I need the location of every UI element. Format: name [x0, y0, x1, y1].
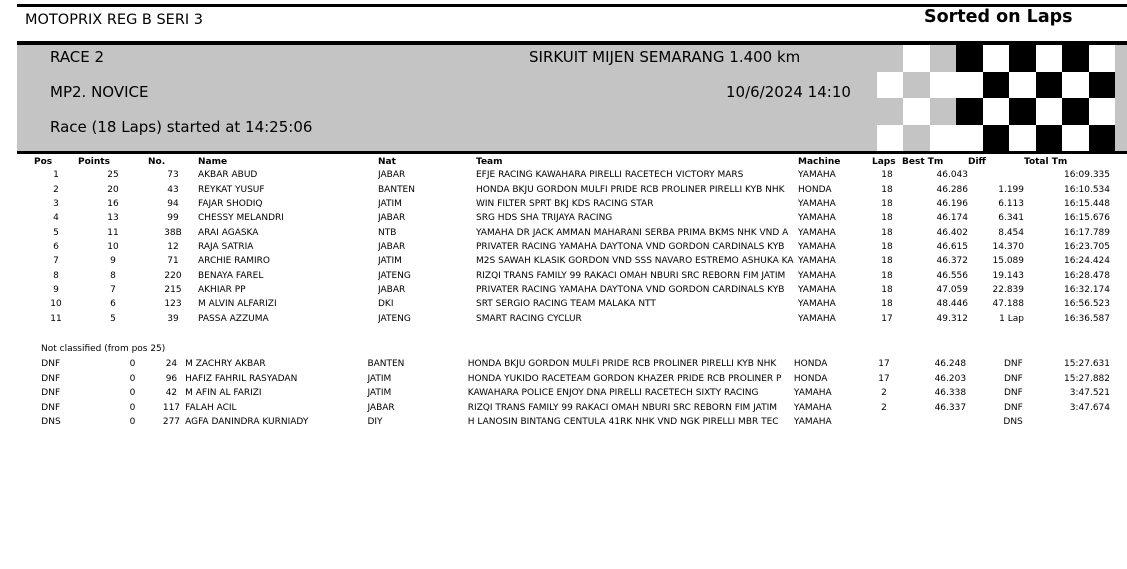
- cell-diff: 6.113: [998, 198, 1024, 209]
- cell-points: 9: [110, 256, 116, 267]
- flag-square: [771, 98, 798, 125]
- flag-square: [1089, 98, 1116, 125]
- cell-team: EFJE RACING KAWAHARA PIRELLI RACETECH VICTORY MARS: [476, 170, 744, 181]
- cell-laps: 17: [878, 373, 890, 384]
- cell-total: 16:32.174: [1064, 284, 1110, 295]
- not-classified-row: [17, 357, 1110, 372]
- cell-spacer: [17, 386, 41, 401]
- cell-nat: JATIM: [367, 373, 392, 384]
- cell-diff: 1 Lap: [999, 313, 1024, 324]
- cell-machine: HONDA: [793, 359, 828, 370]
- datetime-label: 10/6/2024 14:10: [726, 83, 851, 101]
- cell-no: 71: [167, 256, 179, 267]
- cell-name: AKBAR ABUD: [198, 170, 258, 181]
- cell-name: RAJA SATRIA: [198, 241, 254, 252]
- flag-square: [1062, 72, 1089, 99]
- not-classified-row: [17, 372, 1110, 387]
- cell-no: 123: [164, 299, 182, 310]
- cell-spacer: [17, 415, 41, 430]
- result-row: [17, 268, 1110, 282]
- cell-spacer: [17, 168, 34, 182]
- cell-no: 94: [167, 198, 179, 209]
- flag-square: [850, 125, 877, 152]
- cell-points: 16: [107, 198, 119, 209]
- cell-diff: 19.143: [992, 270, 1024, 281]
- cell-laps: 18: [881, 227, 893, 238]
- cell-diff: DNF: [1003, 373, 1023, 384]
- cell-nat: BANTEN: [367, 359, 405, 370]
- cell-team: KAWAHARA POLICE ENJOY DNA PIRELLI RACETECH SIXTY RACING: [467, 388, 759, 399]
- cell-total: 16:28.478: [1064, 270, 1110, 281]
- results-header-row: [17, 155, 1110, 168]
- cell-no: 117: [162, 402, 181, 413]
- cell-total: 3:47.674: [1069, 402, 1110, 413]
- cell-diff: 14.370: [992, 241, 1024, 252]
- cell-spacer: [17, 357, 41, 372]
- cell-nat: BANTEN: [378, 184, 415, 195]
- cell-laps: 2: [881, 388, 887, 399]
- cell-pos: 6: [53, 241, 59, 252]
- cell-no: 38B: [164, 227, 182, 238]
- cell-nat: JATENG: [378, 270, 411, 281]
- cell-points: 11: [107, 227, 119, 238]
- cell-diff: [968, 168, 1024, 182]
- cell-team: SRG HDS SHA TRIJAYA RACING: [476, 213, 613, 224]
- cell-machine: YAMAHA: [798, 256, 836, 267]
- flag-square: [956, 98, 983, 125]
- cell-nat: DIY: [367, 417, 383, 428]
- cell-laps: 18: [881, 213, 893, 224]
- cell-best: 46.337: [934, 402, 967, 413]
- cell-laps: 18: [881, 170, 893, 181]
- cell-spacer: [17, 182, 34, 196]
- cell-best: 46.615: [936, 241, 968, 252]
- cell-nat: JABAR: [378, 284, 406, 295]
- cell-team: PRIVATER RACING YAMAHA DAYTONA VND GORDON CARDINALS KYB: [476, 241, 785, 252]
- cell-diff: 8.454: [998, 227, 1024, 238]
- flag-square: [824, 45, 851, 72]
- cell-machine: YAMAHA: [793, 402, 832, 413]
- circuit-label: SIRKUIT MIJEN SEMARANG 1.400 km: [529, 48, 801, 66]
- cell-diff: 6.341: [998, 213, 1024, 224]
- cell-laps: 18: [881, 184, 893, 195]
- flag-square: [956, 45, 983, 72]
- not-classified-row: [17, 401, 1110, 416]
- cell-pos: 9: [53, 284, 59, 295]
- flag-square: [1036, 125, 1063, 152]
- cell-diff: 1.199: [998, 184, 1024, 195]
- cell-spacer: [17, 225, 34, 239]
- cell-team: H LANOSIN BINTANG CENTULA 41RK NHK VND NGK PIRELLI MBR TEC: [467, 417, 779, 428]
- cell-team: YAMAHA DR JACK AMMAN MAHARANI SERBA PRIMA BKMS NHK VND A: [476, 227, 789, 238]
- result-row: [17, 182, 1110, 196]
- cell-machine: YAMAHA: [798, 170, 836, 181]
- cell-points: 25: [107, 170, 119, 181]
- cell-machine: HONDA: [793, 373, 828, 384]
- cell-no: 220: [164, 270, 182, 281]
- cell-total: 16:09.335: [1064, 170, 1110, 181]
- cell-name: AKHIAR PP: [198, 284, 246, 295]
- result-row: [17, 197, 1110, 211]
- flag-square: [1089, 72, 1116, 99]
- cell-pos: 5: [53, 227, 59, 238]
- cell-team: SMART RACING CYCLUR: [476, 313, 582, 324]
- cell-best: 46.556: [936, 270, 968, 281]
- cell-pos: 11: [50, 313, 62, 324]
- flag-square: [983, 98, 1010, 125]
- cell-nat: NTB: [378, 227, 397, 238]
- col-name: Name: [198, 156, 228, 167]
- result-row: [17, 240, 1110, 254]
- cell-laps: 18: [881, 299, 893, 310]
- cell-machine: YAMAHA: [793, 388, 832, 399]
- cell-pos: 7: [53, 256, 59, 267]
- cell-laps: 18: [881, 270, 893, 281]
- flag-square: [930, 45, 957, 72]
- cell-nat: JATIM: [378, 198, 402, 209]
- cell-points: 20: [107, 184, 119, 195]
- cell-laps: 17: [878, 359, 890, 370]
- cell-spacer: [17, 268, 34, 282]
- cell-laps: 18: [881, 256, 893, 267]
- flag-square: [1009, 98, 1036, 125]
- cell-no: 215: [164, 284, 182, 295]
- cell-best: 46.174: [936, 213, 968, 224]
- cell-points: 0: [129, 373, 136, 384]
- cell-spacer: [17, 311, 34, 325]
- cell-best: 48.446: [936, 299, 968, 310]
- flag-square: [1009, 45, 1036, 72]
- cell-laps: 18: [881, 241, 893, 252]
- cell-team: HONDA BKJU GORDON MULFI PRIDE RCB PROLINER PIRELLI KYB NHK: [467, 359, 777, 370]
- cell-name: AGFA DANINDRA KURNIADY: [185, 417, 309, 428]
- flag-square: [903, 72, 930, 99]
- flag-square: [877, 98, 904, 125]
- cell-nat: JABAR: [378, 213, 406, 224]
- flag-square: [1009, 125, 1036, 152]
- cell-name: BENAYA FAREL: [198, 270, 264, 281]
- cell-best: 46.286: [936, 184, 968, 195]
- flag-square: [771, 125, 798, 152]
- cell-spacer: [17, 283, 34, 297]
- flag-square: [877, 125, 904, 152]
- cell-team: HONDA BKJU GORDON MULFI PRIDE RCB PROLINER PIRELLI KYB NHK: [476, 184, 785, 195]
- flag-square: [797, 125, 824, 152]
- sort-label: Sorted on Laps: [924, 7, 1073, 27]
- cell-no: 42: [165, 388, 178, 399]
- cell-pos: DNF: [41, 373, 61, 384]
- col-team: Team: [476, 156, 503, 167]
- cell-nat: DKI: [378, 299, 394, 310]
- cell-team: M2S SAWAH KLASIK GORDON VND SSS NAVARO ESTREMO ASHUKA KA: [476, 256, 794, 267]
- flag-square: [1062, 98, 1089, 125]
- cell-name: FALAH ACIL: [185, 402, 237, 413]
- result-row: [17, 168, 1110, 182]
- start-info: Race (18 Laps) started at 14:25:06: [50, 118, 313, 136]
- cell-diff: 22.839: [992, 284, 1024, 295]
- flag-square: [797, 45, 824, 72]
- cell-pos: 4: [53, 213, 59, 224]
- race-label: RACE 2: [50, 48, 105, 66]
- flag-square: [744, 125, 771, 152]
- result-row: [17, 225, 1110, 239]
- cell-no: 99: [167, 213, 179, 224]
- cell-best: [899, 415, 966, 430]
- result-row: [17, 283, 1110, 297]
- cell-name: M ZACHRY AKBAR: [185, 359, 266, 370]
- cell-spacer: [17, 240, 34, 254]
- flag-square: [903, 125, 930, 152]
- cell-points: 8: [110, 270, 116, 281]
- cell-total: 15:27.631: [1064, 359, 1110, 370]
- cell-best: 46.402: [936, 227, 968, 238]
- cell-name: ARAI AGASKA: [198, 227, 259, 238]
- cell-pos: 1: [53, 170, 59, 181]
- flag-square: [956, 72, 983, 99]
- cell-best: 47.059: [936, 284, 968, 295]
- cell-name: FAJAR SHODIQ: [198, 198, 263, 209]
- event-title: MOTOPRIX REG B SERI 3: [25, 12, 204, 28]
- result-row: [17, 211, 1110, 225]
- cell-total: 16:56.523: [1064, 299, 1110, 310]
- cell-total: 16:36.587: [1064, 313, 1110, 324]
- cell-best: 46.043: [936, 170, 968, 181]
- not-classified-table: [17, 357, 1110, 430]
- cell-points: 0: [129, 359, 136, 370]
- col-total: Total Tm: [1024, 156, 1068, 167]
- cell-best: 46.203: [934, 373, 967, 384]
- flag-square: [824, 125, 851, 152]
- flag-square: [1036, 98, 1063, 125]
- cell-machine: YAMAHA: [798, 284, 836, 295]
- cell-spacer: [17, 197, 34, 211]
- flag-square: [850, 98, 877, 125]
- cell-spacer: [17, 254, 34, 268]
- cell-pos: DNF: [41, 359, 61, 370]
- cell-pos: DNF: [41, 402, 61, 413]
- cell-machine: HONDA: [798, 184, 832, 195]
- col-machine: Machine: [798, 156, 841, 167]
- cell-team: SRT SERGIO RACING TEAM MALAKA NTT: [476, 299, 656, 310]
- cell-name: CHESSY MELANDRI: [198, 213, 284, 224]
- cell-diff: DNF: [1003, 388, 1023, 399]
- cell-laps: [869, 415, 899, 430]
- flag-square: [1062, 45, 1089, 72]
- cell-points: 0: [129, 402, 136, 413]
- cell-best: 46.372: [936, 256, 968, 267]
- cell-pos: DNS: [41, 417, 61, 428]
- cell-laps: 18: [881, 198, 893, 209]
- flag-square: [877, 72, 904, 99]
- flag-square: [983, 125, 1010, 152]
- cell-points: 0: [129, 388, 136, 399]
- cell-no: 24: [165, 359, 178, 370]
- col-pos: Pos: [34, 156, 53, 167]
- cell-name: HAFIZ FAHRIL RASYADAN: [185, 373, 298, 384]
- flag-square: [824, 98, 851, 125]
- cell-points: 13: [107, 213, 119, 224]
- cell-team: RIZQI TRANS FAMILY 99 RAKACI OMAH NBURI SRC REBORN FIM JATIM: [476, 270, 786, 281]
- cell-points: 5: [110, 313, 116, 324]
- flag-square: [903, 98, 930, 125]
- cell-nat: JABAR: [367, 402, 395, 413]
- flag-square: [850, 72, 877, 99]
- cell-spacer: [17, 297, 34, 311]
- col-best: Best Tm: [902, 156, 944, 167]
- cell-machine: YAMAHA: [798, 270, 836, 281]
- cell-total: [1023, 415, 1110, 430]
- not-classified-row: [17, 415, 1110, 430]
- not-classified-label: Not classified (from pos 25): [41, 344, 166, 354]
- cell-machine: YAMAHA: [798, 313, 836, 324]
- cell-no: 43: [167, 184, 179, 195]
- cell-nat: JATIM: [367, 388, 392, 399]
- col-diff: Diff: [968, 156, 986, 167]
- flag-square: [850, 45, 877, 72]
- result-row: [17, 297, 1110, 311]
- cell-total: 16:15.676: [1064, 213, 1110, 224]
- cell-team: HONDA YUKIDO RACETEAM GORDON KHAZER PRIDE RCB PROLINER P: [467, 373, 782, 384]
- col-laps: Laps: [872, 156, 896, 167]
- results-table: [17, 155, 1110, 326]
- cell-laps: 2: [881, 402, 887, 413]
- not-classified-row: [17, 386, 1110, 401]
- flag-square: [930, 125, 957, 152]
- cell-team: WIN FILTER SPRT BKJ KDS RACING STAR: [476, 198, 654, 209]
- cell-name: ARCHIE RAMIRO: [198, 256, 271, 267]
- cell-total: 16:24.424: [1064, 256, 1110, 267]
- flag-square: [797, 98, 824, 125]
- flag-square: [1062, 125, 1089, 152]
- cell-best: 46.196: [936, 198, 968, 209]
- cell-pos: 3: [53, 198, 59, 209]
- cell-team: PRIVATER RACING YAMAHA DAYTONA VND GORDON CARDINALS KYB: [476, 284, 785, 295]
- result-row: [17, 311, 1110, 325]
- cell-points: 7: [110, 284, 116, 295]
- flag-square: [744, 98, 771, 125]
- cell-machine: YAMAHA: [798, 299, 836, 310]
- col-nat: Nat: [378, 156, 396, 167]
- cell-laps: 17: [881, 313, 893, 324]
- cell-name: M ALVIN ALFARIZI: [198, 299, 277, 310]
- cell-spacer: [17, 401, 41, 416]
- cell-diff: DNF: [1003, 402, 1023, 413]
- flag-square: [930, 72, 957, 99]
- cell-total: 3:47.521: [1069, 388, 1110, 399]
- cell-no: 277: [162, 417, 181, 428]
- cell-diff: 47.188: [992, 299, 1024, 310]
- flag-square: [1036, 72, 1063, 99]
- cell-pos: 8: [53, 270, 59, 281]
- cell-nat: JABAR: [378, 170, 406, 181]
- col-points: Points: [78, 156, 110, 167]
- flag-square: [1089, 125, 1116, 152]
- flag-square: [903, 45, 930, 72]
- class-label: MP2. NOVICE: [50, 83, 149, 101]
- cell-pos: 10: [50, 299, 62, 310]
- cell-nat: JATENG: [378, 313, 411, 324]
- cell-machine: YAMAHA: [798, 227, 836, 238]
- cell-points: 0: [129, 417, 136, 428]
- cell-no: 73: [167, 170, 179, 181]
- cell-total: 15:27.882: [1064, 373, 1110, 384]
- cell-total: 16:17.789: [1064, 227, 1110, 238]
- cell-machine: YAMAHA: [793, 417, 832, 428]
- cell-best: 46.248: [934, 359, 967, 370]
- cell-machine: YAMAHA: [798, 198, 836, 209]
- flag-square: [877, 45, 904, 72]
- cell-total: 16:23.705: [1064, 241, 1110, 252]
- cell-total: 16:15.448: [1064, 198, 1110, 209]
- flag-square: [983, 72, 1010, 99]
- flag-square: [1089, 45, 1116, 72]
- cell-nat: JABAR: [378, 241, 406, 252]
- cell-name: M AFIN AL FARIZI: [185, 388, 262, 399]
- flag-square: [1036, 45, 1063, 72]
- cell-total: 16:10.534: [1064, 184, 1110, 195]
- cell-spacer: [17, 211, 34, 225]
- cell-pos: DNF: [41, 388, 61, 399]
- flag-square: [956, 125, 983, 152]
- cell-points: 10: [107, 241, 119, 252]
- cell-machine: YAMAHA: [798, 213, 836, 224]
- cell-name: REYKAT YUSUF: [198, 184, 265, 195]
- cell-pos: 2: [53, 184, 59, 195]
- cell-machine: YAMAHA: [798, 241, 836, 252]
- cell-diff: DNF: [1003, 359, 1023, 370]
- cell-spacer: [17, 372, 41, 387]
- result-row: [17, 254, 1110, 268]
- cell-best: 49.312: [936, 313, 968, 324]
- col-no: No.: [148, 156, 166, 167]
- cell-no: 12: [167, 241, 179, 252]
- cell-no: 96: [165, 373, 178, 384]
- flag-square: [983, 45, 1010, 72]
- cell-nat: JATIM: [378, 256, 402, 267]
- flag-square: [930, 98, 957, 125]
- cell-points: 6: [110, 299, 116, 310]
- cell-best: 46.338: [934, 388, 967, 399]
- cell-diff: 15.089: [992, 256, 1024, 267]
- cell-no: 39: [167, 313, 179, 324]
- cell-name: PASSA AZZUMA: [198, 313, 269, 324]
- flag-square: [1009, 72, 1036, 99]
- cell-laps: 18: [881, 284, 893, 295]
- cell-team: RIZQI TRANS FAMILY 99 RAKACI OMAH NBURI SRC REBORN FIM JATIM: [467, 402, 778, 413]
- race-header: [17, 41, 1127, 154]
- cell-diff: DNS: [1003, 417, 1023, 428]
